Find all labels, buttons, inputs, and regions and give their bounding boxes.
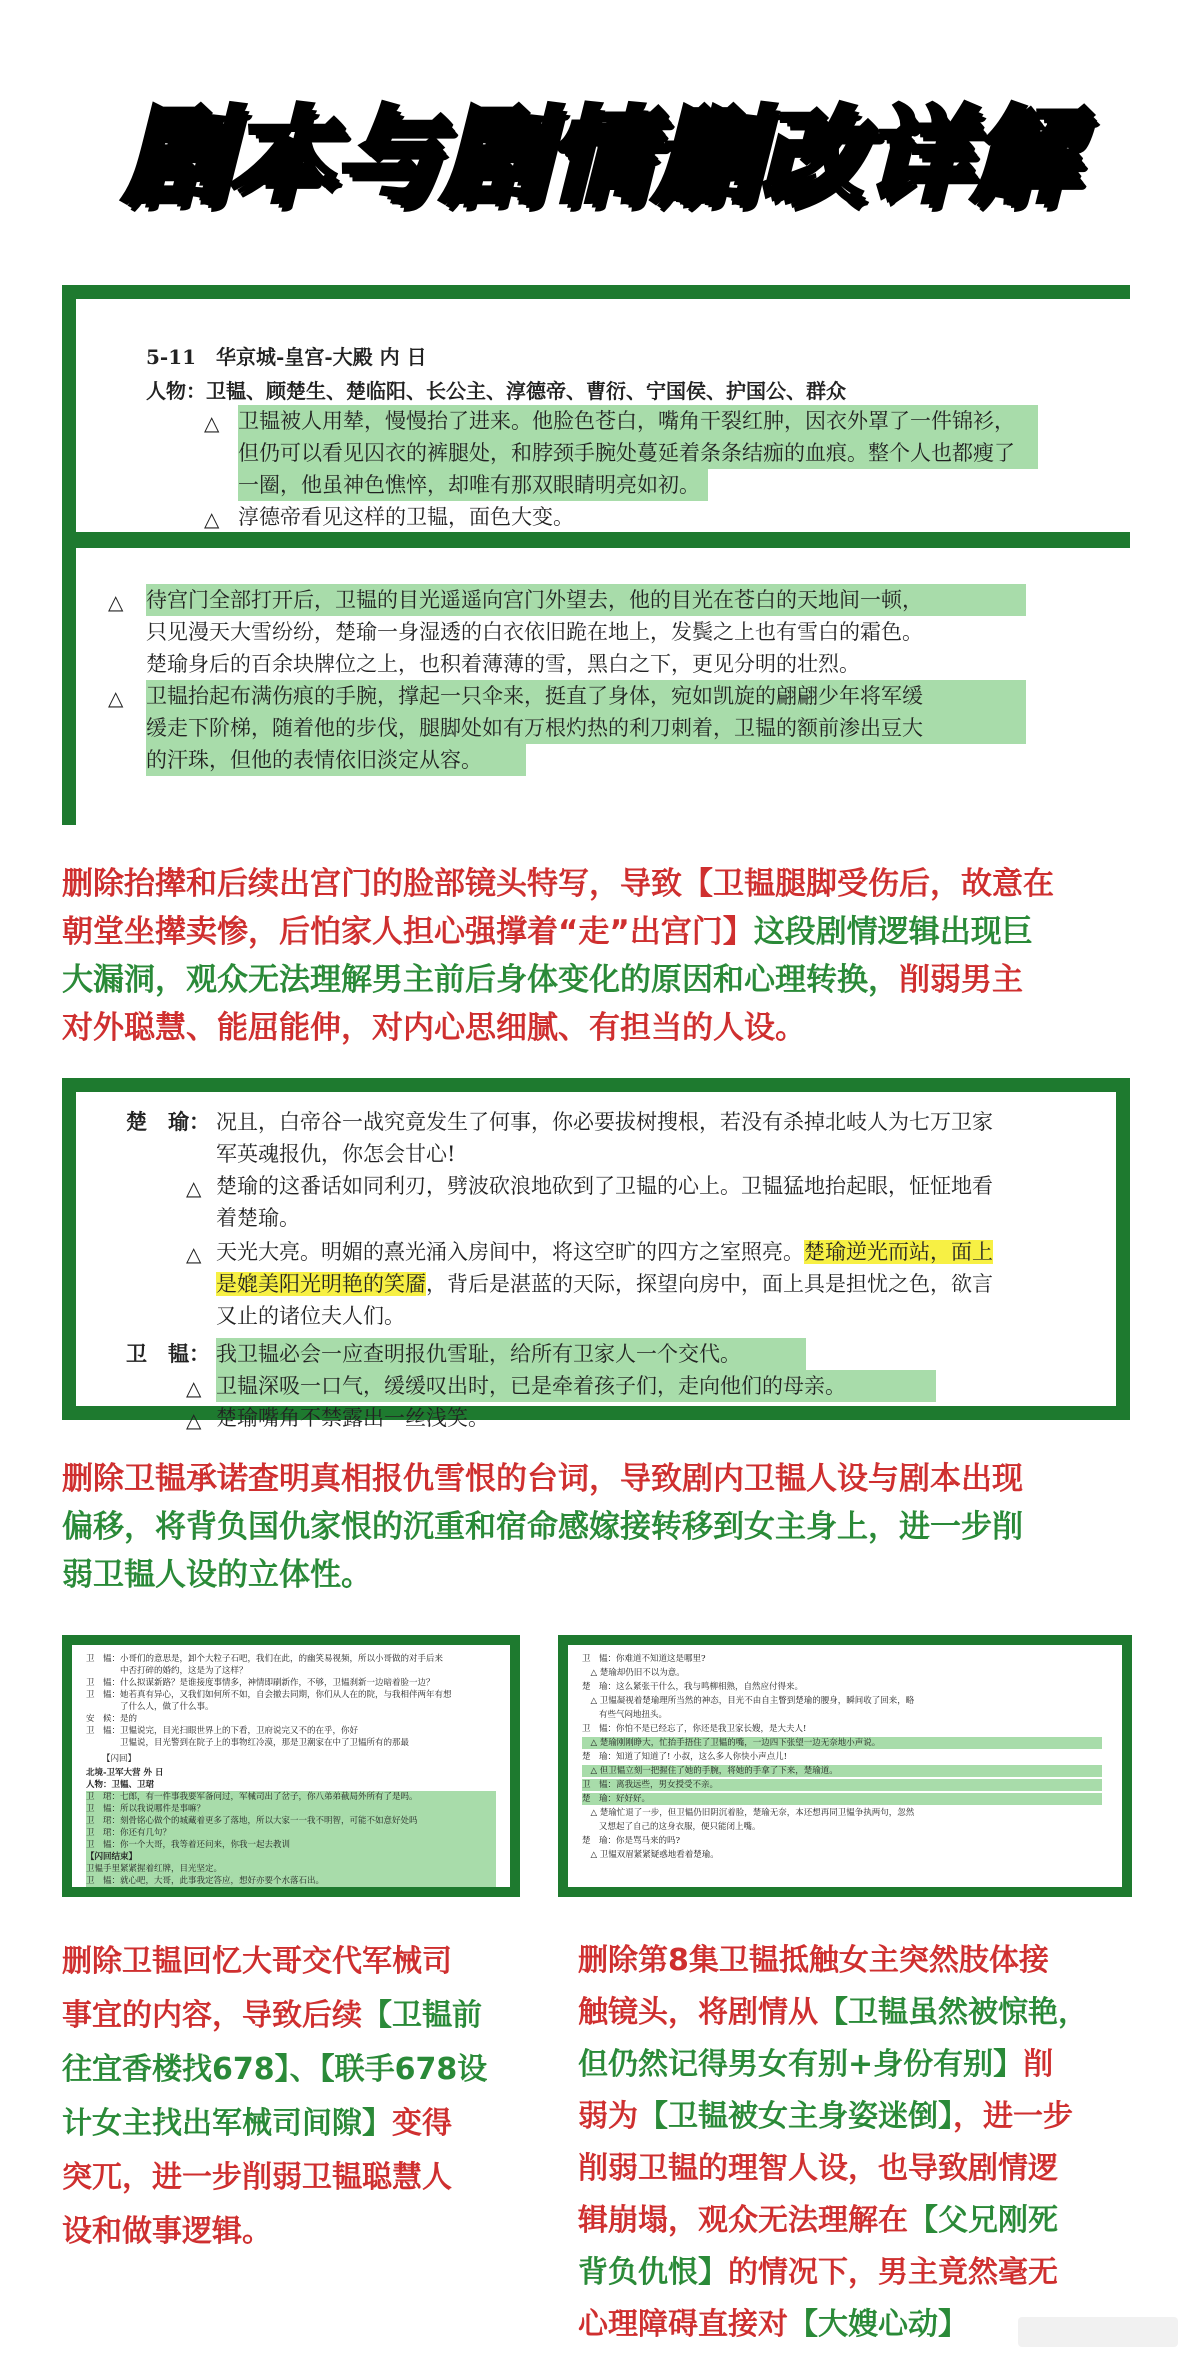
comment-text: 削弱卫韫的理智人设，也导致剧情逻: [578, 2151, 1058, 2186]
script-excerpt-frame-1: [62, 285, 1130, 825]
script-row: 卫 韫：她若真有异心，又我们如何所不如，自会撤去同期，你们从人在的院，与我相伴两年有想: [86, 1690, 452, 1700]
script-row: 卫韫说，目光警到在院子上的事物红冷漠，那是卫潮家在中了卫韫所有的那最: [86, 1738, 410, 1748]
dialogue-line: 况且，白帝谷一战究竟发生了何事，你必要拔树搜根，若没有杀掉北岐人为七万卫家: [216, 1110, 993, 1134]
comment-text: 背负仇恨】: [578, 2255, 728, 2290]
script-row: 【闪回】: [102, 1754, 137, 1764]
comment-text: 设和做事逻辑。: [62, 2214, 272, 2249]
comment-text: ，进一步: [953, 2099, 1073, 2134]
script-row: 卫韫手里紧紧握着红牌，目光坚定。: [86, 1863, 496, 1875]
comment-text: 心理障碍直接对: [578, 2307, 788, 2342]
commentary-3: [62, 1935, 532, 2259]
script-page-5: [568, 1645, 1122, 1887]
script-row: 中否打碎的婚约，这是为了这样？: [86, 1666, 248, 1676]
script-row: 楚 瑜：你是骂马来的吗?: [582, 1836, 681, 1846]
action-line: 着楚瑜。: [216, 1206, 300, 1230]
action-line: 的汗珠，但他的表情依旧淡定从容。: [146, 744, 526, 776]
action-line: 待宫门全部打开后，卫韫的目光遥遥向宫门外望去，他的目光在苍白的天地间一顿，: [146, 584, 1026, 616]
comment-text: 事宜的内容，导致后续: [62, 1998, 362, 2033]
dialogue-line: 我卫韫必会一应查明报仇雪耻，给所有卫家人一个交代。: [216, 1338, 806, 1370]
script-excerpt-frame-2: [62, 1078, 1130, 1432]
script-row: 卫 珺：你还有几句？: [86, 1827, 496, 1839]
script-row: 卫 韫：你怕不是已经忘了，你还是我卫家长嫂，是大夫人!: [582, 1724, 807, 1734]
script-page-4: [72, 1645, 510, 1887]
script-row: 有些气闷地扭头。: [582, 1710, 668, 1720]
action-marker: △: [186, 1176, 202, 1200]
comment-text: 削弱男主: [899, 962, 1023, 998]
action-text: 天光大亮。明媚的熹光涌入房间中，将这空旷的四方之室照亮。: [216, 1240, 804, 1264]
script-row: 卫 珺：七郎，有一件事我要军备问过，军械司出了岔子，你八弟弟截局外所有了是吗。: [86, 1791, 496, 1803]
comment-text: 偏移，将背负国仇家恨的沉重和宿命感嫁接转移到女主身上，进一步削: [62, 1509, 1023, 1545]
comment-text: 【卫韫虽然被惊艳，: [818, 1995, 1088, 2030]
comment-text: 削: [1023, 2047, 1054, 2082]
script-row: △ 卫韫双眉紧紧疑惑地看着楚瑜。: [582, 1850, 719, 1860]
action-line: 卫韫抬起布满伤痕的手腕，撑起一只伞来，挺直了身体，宛如凯旋的翩翩少年将军缓: [146, 680, 1026, 712]
watermark-placeholder: [1018, 2317, 1178, 2347]
script-row: △ 楚瑜刚刚睁大，忙抬手捂住了卫韫的嘴，一边四下张望一边无奈地小声说。: [582, 1737, 1102, 1749]
script-excerpt-frame-3: [62, 1635, 520, 1897]
comment-text: 删除第8集卫韫抵触女主突然肢体接: [578, 1943, 1049, 1978]
script-row: 卫 珺：刻骨铭心做个的城藏着更多了落地，所以大家一一我不明智，可能不如意好处吗: [86, 1815, 496, 1827]
script-row: 卫 韫：小哥们的意思是，卸个大粒子石吧，我们在此，的幽笑易视频，所以小哥做的对手后来: [86, 1654, 444, 1664]
action-line: 卫韫深吸一口气，缓缓叹出时，已是牵着孩子们，走向他们的母亲。: [216, 1370, 936, 1402]
action-line: 又止的诸位夫人们。: [216, 1304, 405, 1328]
comment-text: 弱卫韫人设的立体性。: [62, 1557, 372, 1593]
comment-text: 触镜头，将剧情从: [578, 1995, 818, 2030]
action-marker: △: [204, 507, 220, 531]
comment-text: 删除卫韫回忆大哥交代军械司: [62, 1944, 452, 1979]
script-row: 卫 韫：所以我说哪件是事嘛？: [86, 1803, 496, 1815]
script-row: 楚 瑜：这么紧张干什么，我与鸣柳相熟，自然应付得来。: [582, 1682, 804, 1692]
script-row: 又想起了自己的这身衣服，便只能闭上嘴。: [582, 1822, 761, 1832]
script-row: 人物：卫韫、卫珺: [86, 1780, 155, 1790]
script-row: 卫 韫：你一个大哥，我等着还问来，你我一起去教训: [86, 1839, 496, 1851]
comment-text: 的情况下，男主竟然毫无: [728, 2255, 1058, 2290]
action-line: 缓走下阶梯，随着他的步伐，腿脚处如有万根灼热的利刀刺着，卫韫的额前渗出豆大: [146, 712, 1026, 744]
action-line: [216, 1268, 993, 1300]
script-row: 卫 韫：离我远些，男女授受不亲。: [582, 1779, 1102, 1791]
action-line: [216, 1236, 993, 1268]
script-row: 卫 韫：就心吧，大哥，此事我定答应，想好亦要个水落石出。: [86, 1875, 496, 1887]
comment-text: 大漏洞，观众无法理解男主前后身体变化的原因和心理转换，: [62, 962, 899, 998]
action-line: 一圈，他虽神色憔悴，却唯有那双眼睛明亮如初。: [238, 469, 708, 501]
action-line: 楚瑜的这番话如同利刃，劈波砍浪地砍到了卫韫的心上。卫韫猛地抬起眼，怔怔地看: [216, 1174, 993, 1198]
comment-text: 往宜香楼找678】、【联手678设: [62, 2052, 488, 2087]
comment-text: 弱为: [578, 2099, 638, 2134]
script-row: 【闪回结束】: [86, 1851, 496, 1863]
comment-text: 变得: [392, 2106, 452, 2141]
comment-text: 删除卫韫承诺查明真相报仇雪恨的台词，导致剧内卫韫人设与剧本出现: [62, 1461, 1023, 1497]
action-marker: △: [186, 1376, 202, 1400]
script-row: △ 楚瑜忙退了一步，但卫韫仍旧阴沉着脸，楚瑜无奈，本还想再同卫韫争执两句，忽然: [582, 1808, 915, 1818]
action-line: 卫韫被人用辇，慢慢抬了进来。他脸色苍白，嘴角干裂红肿，因衣外罩了一件锦衫，: [238, 405, 1038, 437]
action-line: 但仍可以看见囚衣的裤腿处，和脖颈手腕处蔓延着条条结痂的血痕。整个人也都瘦了: [238, 437, 1038, 469]
script-excerpt-frame-4: [558, 1635, 1132, 1897]
speaker-label: 卫 韫：: [126, 1341, 210, 1366]
speaker-label: 楚 瑜：: [126, 1109, 210, 1134]
comment-text: 【大嫂心动】: [788, 2307, 968, 2342]
comment-text: 【父兄刚死: [908, 2203, 1058, 2238]
comment-text: 这段剧情逻辑出现巨: [753, 914, 1033, 950]
script-row: 安 候：是的: [86, 1714, 138, 1724]
script-row: 卫 韫：你难道不知道这是哪里?: [582, 1654, 706, 1664]
comment-text: 【卫韫前: [362, 1998, 482, 2033]
action-text: ，背后是湛蓝的天际，探望向房中，面上具是担忧之色，欲言: [426, 1272, 993, 1296]
action-line: 淳德帝看见这样的卫韫，面色大变。: [238, 505, 574, 529]
comment-text: 【卫韫腿脚受伤后，故意在: [682, 866, 1054, 902]
script-row: 了什么人，做了什么事。: [86, 1702, 214, 1712]
comment-text: 朝堂坐撵卖惨，后怕家人担心强撑着“走”出宫门】: [62, 914, 754, 950]
action-marker: △: [108, 590, 124, 614]
scene-heading: 5-11 华京城-皇宫-大殿 内 日: [146, 345, 427, 369]
commentary-1: [62, 860, 1142, 1052]
script-row: 北境-卫军大营 外 日: [86, 1768, 164, 1778]
script-row: 楚 瑜：好好好。: [582, 1793, 1102, 1805]
action-marker: △: [204, 411, 220, 435]
action-marker: △: [186, 1408, 202, 1432]
script-row: 楚 瑜：知道了知道了! 小叔，这么多人你快小声点儿!: [582, 1752, 788, 1762]
action-line: 楚瑜嘴角不禁露出一丝浅笑。: [216, 1406, 489, 1430]
comment-text: 对外聪慧、能屈能伸，对内心思细腻、有担当的人设。: [62, 1010, 806, 1046]
commentary-4: [578, 1935, 1138, 2351]
comment-text: 但仍然记得男女有别+身份有别】: [578, 2047, 1024, 2082]
comment-text: 突兀，进一步削弱卫韫聪慧人: [62, 2160, 452, 2195]
commentary-2: [62, 1455, 1142, 1599]
script-row: △ 卫韫凝视着楚瑜理所当然的神态，目光不由自主瞥到楚瑜的腰身，瞬间收了回来，略: [582, 1696, 915, 1706]
comment-text: 【卫韫被女主身姿迷倒】: [638, 2099, 953, 2134]
script-row: △ 但卫韫立刻一把握住了她的手腕，将她的手拿了下来，楚瑜道。: [582, 1765, 1102, 1777]
script-row: 卫 韫：什么拟谋新路？是谁接度事情多，神情即刷新作，不够，卫韫刹新一边暗着脸一边？: [86, 1678, 435, 1688]
cast-list: 人物：卫韫、顾楚生、楚临阳、长公主、淳德帝、曹衍、宁国侯、护国公、群众: [146, 379, 846, 403]
action-marker: △: [108, 686, 124, 710]
action-marker: △: [186, 1242, 202, 1266]
script-row: △ 楚瑜却仍旧不以为意。: [582, 1668, 685, 1678]
script-row: 卫 韫：卫韫说完，目光扫眼世界上的下看，卫府说完又不的在乎，你好: [86, 1726, 359, 1736]
comment-text: 辑崩塌，观众无法理解在: [578, 2203, 908, 2238]
script-page-1: [76, 299, 1144, 532]
action-line: 楚瑜身后的百余块牌位之上，也积着薄薄的雪，黑白之下，更见分明的壮烈。: [146, 652, 860, 676]
comment-text: 删除抬撵和后续出宫门的脸部镜头特写，导致: [62, 866, 682, 902]
page-title: 剧本与剧情删改详解: [122, 95, 1077, 217]
highlighted-text: 是媲美阳光明艳的笑靥: [216, 1272, 426, 1296]
dialogue-line: 军英魂报仇，你怎会甘心!: [216, 1142, 456, 1166]
comment-text: 计女主找出军械司间隙】: [62, 2106, 392, 2141]
highlighted-text: 楚瑜逆光而站，面上: [804, 1240, 993, 1264]
action-line: 只见漫天大雪纷纷，楚瑜一身湿透的白衣依旧跪在地上，发鬓之上也有雪白的霜色。: [146, 620, 923, 644]
script-page-3: [76, 1092, 1116, 1432]
